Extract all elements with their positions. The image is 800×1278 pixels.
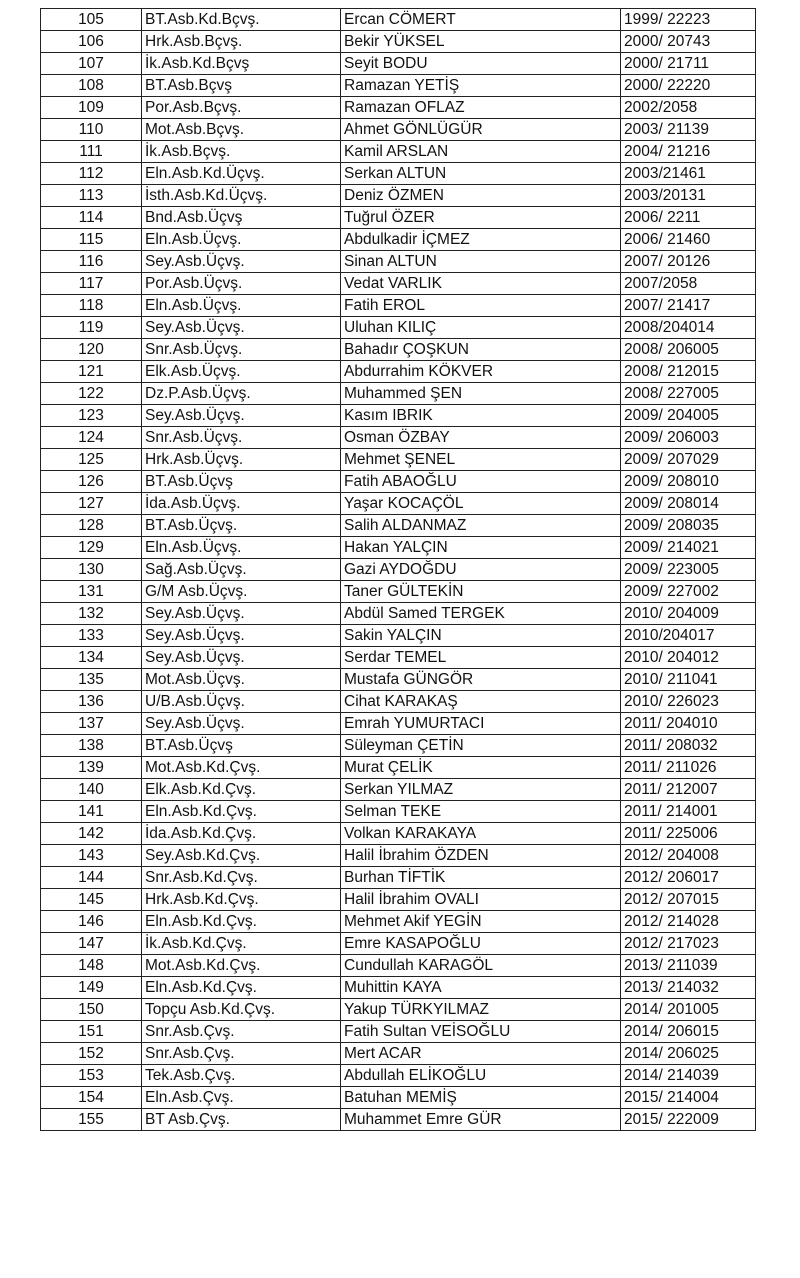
- row-number-cell: 152: [41, 1043, 142, 1065]
- name-cell: Uluhan KILIÇ: [341, 317, 621, 339]
- registry-cell: 2004/ 21216: [621, 141, 756, 163]
- name-cell: Serkan YILMAZ: [341, 779, 621, 801]
- registry-cell: 2010/204017: [621, 625, 756, 647]
- table-row: [41, 295, 756, 317]
- name-cell: Emrah YUMURTACI: [341, 713, 621, 735]
- table-row: [41, 471, 756, 493]
- rank-cell: Mot.Asb.Kd.Çvş.: [142, 757, 341, 779]
- name-cell: Abdül Samed TERGEK: [341, 603, 621, 625]
- row-number-cell: 151: [41, 1021, 142, 1043]
- row-number-cell: 153: [41, 1065, 142, 1087]
- registry-cell: 2000/ 20743: [621, 31, 756, 53]
- rank-cell: Eln.Asb.Üçvş.: [142, 295, 341, 317]
- row-number-cell: 145: [41, 889, 142, 911]
- name-cell: Gazi AYDOĞDU: [341, 559, 621, 581]
- row-number-cell: 121: [41, 361, 142, 383]
- table-row: [41, 1087, 756, 1109]
- rank-cell: Snr.Asb.Çvş.: [142, 1021, 341, 1043]
- table-row: [41, 845, 756, 867]
- rank-cell: BT.Asb.Üçvş.: [142, 515, 341, 537]
- rank-cell: Snr.Asb.Çvş.: [142, 1043, 341, 1065]
- row-number-cell: 116: [41, 251, 142, 273]
- row-number-cell: 118: [41, 295, 142, 317]
- rank-cell: Eln.Asb.Kd.Üçvş.: [142, 163, 341, 185]
- table-row: [41, 163, 756, 185]
- rank-cell: BT.Asb.Üçvş: [142, 735, 341, 757]
- row-number-cell: 137: [41, 713, 142, 735]
- rank-cell: BT.Asb.Kd.Bçvş.: [142, 9, 341, 31]
- row-number-cell: 129: [41, 537, 142, 559]
- table-row: [41, 361, 756, 383]
- row-number-cell: 148: [41, 955, 142, 977]
- registry-cell: 2006/ 21460: [621, 229, 756, 251]
- table-row: [41, 669, 756, 691]
- table-row: [41, 515, 756, 537]
- row-number-cell: 133: [41, 625, 142, 647]
- registry-cell: 2014/ 206015: [621, 1021, 756, 1043]
- table-row: [41, 449, 756, 471]
- rank-cell: Hrk.Asb.Kd.Çvş.: [142, 889, 341, 911]
- name-cell: Cundullah KARAGÖL: [341, 955, 621, 977]
- table-row: [41, 801, 756, 823]
- row-number-cell: 144: [41, 867, 142, 889]
- name-cell: Kasım IBRIK: [341, 405, 621, 427]
- name-cell: Fatih Sultan VEİSOĞLU: [341, 1021, 621, 1043]
- rank-cell: Sey.Asb.Üçvş.: [142, 713, 341, 735]
- name-cell: Serdar TEMEL: [341, 647, 621, 669]
- row-number-cell: 131: [41, 581, 142, 603]
- rank-cell: Hrk.Asb.Üçvş.: [142, 449, 341, 471]
- row-number-cell: 117: [41, 273, 142, 295]
- registry-cell: 2015/ 222009: [621, 1109, 756, 1131]
- row-number-cell: 136: [41, 691, 142, 713]
- rank-cell: Elk.Asb.Üçvş.: [142, 361, 341, 383]
- rank-cell: Eln.Asb.Üçvş.: [142, 537, 341, 559]
- name-cell: Serkan ALTUN: [341, 163, 621, 185]
- name-cell: Sinan ALTUN: [341, 251, 621, 273]
- table-row: [41, 1043, 756, 1065]
- table-row: [41, 317, 756, 339]
- row-number-cell: 149: [41, 977, 142, 999]
- table-row: [41, 603, 756, 625]
- row-number-cell: 127: [41, 493, 142, 515]
- table-row: [41, 999, 756, 1021]
- table-row: [41, 625, 756, 647]
- table-row: [41, 119, 756, 141]
- name-cell: Mert ACAR: [341, 1043, 621, 1065]
- row-number-cell: 150: [41, 999, 142, 1021]
- name-cell: Bahadır ÇOŞKUN: [341, 339, 621, 361]
- row-number-cell: 110: [41, 119, 142, 141]
- name-cell: Emre KASAPOĞLU: [341, 933, 621, 955]
- row-number-cell: 125: [41, 449, 142, 471]
- registry-cell: 2009/ 207029: [621, 449, 756, 471]
- registry-cell: 2012/ 206017: [621, 867, 756, 889]
- registry-cell: 2000/ 21711: [621, 53, 756, 75]
- registry-cell: 2012/ 214028: [621, 911, 756, 933]
- table-row: [41, 735, 756, 757]
- row-number-cell: 155: [41, 1109, 142, 1131]
- table-row: [41, 185, 756, 207]
- rank-cell: Snr.Asb.Kd.Çvş.: [142, 867, 341, 889]
- table-row: [41, 933, 756, 955]
- rank-cell: İk.Asb.Kd.Bçvş: [142, 53, 341, 75]
- table-row: [41, 405, 756, 427]
- name-cell: Mehmet ŞENEL: [341, 449, 621, 471]
- table-row: [41, 779, 756, 801]
- table-row: [41, 757, 756, 779]
- rank-cell: Topçu Asb.Kd.Çvş.: [142, 999, 341, 1021]
- name-cell: Ahmet GÖNLÜGÜR: [341, 119, 621, 141]
- table-row: [41, 559, 756, 581]
- registry-cell: 2009/ 227002: [621, 581, 756, 603]
- registry-cell: 2009/ 214021: [621, 537, 756, 559]
- registry-cell: 2002/2058: [621, 97, 756, 119]
- table-row: [41, 9, 756, 31]
- name-cell: Halil İbrahim OVALI: [341, 889, 621, 911]
- registry-cell: 2012/ 217023: [621, 933, 756, 955]
- name-cell: Selman TEKE: [341, 801, 621, 823]
- registry-cell: 2011/ 211026: [621, 757, 756, 779]
- row-number-cell: 139: [41, 757, 142, 779]
- name-cell: Bekir YÜKSEL: [341, 31, 621, 53]
- registry-cell: 2015/ 214004: [621, 1087, 756, 1109]
- registry-cell: 2008/ 212015: [621, 361, 756, 383]
- rank-cell: Sey.Asb.Üçvş.: [142, 405, 341, 427]
- table-row: [41, 97, 756, 119]
- registry-cell: 2010/ 204012: [621, 647, 756, 669]
- table-row: [41, 1021, 756, 1043]
- row-number-cell: 114: [41, 207, 142, 229]
- registry-cell: 2009/ 206003: [621, 427, 756, 449]
- rank-cell: Snr.Asb.Üçvş.: [142, 339, 341, 361]
- rank-cell: BT.Asb.Üçvş: [142, 471, 341, 493]
- row-number-cell: 124: [41, 427, 142, 449]
- table-row: [41, 427, 756, 449]
- name-cell: Abdullah ELİKOĞLU: [341, 1065, 621, 1087]
- row-number-cell: 142: [41, 823, 142, 845]
- table-row: [41, 141, 756, 163]
- registry-cell: 2010/ 226023: [621, 691, 756, 713]
- rank-cell: Mot.Asb.Bçvş.: [142, 119, 341, 141]
- row-number-cell: 123: [41, 405, 142, 427]
- registry-cell: 2009/ 208014: [621, 493, 756, 515]
- table-row: [41, 493, 756, 515]
- name-cell: Volkan KARAKAYA: [341, 823, 621, 845]
- rank-cell: İsth.Asb.Kd.Üçvş.: [142, 185, 341, 207]
- row-number-cell: 154: [41, 1087, 142, 1109]
- row-number-cell: 106: [41, 31, 142, 53]
- registry-cell: 2000/ 22220: [621, 75, 756, 97]
- table-row: [41, 889, 756, 911]
- table-row: [41, 867, 756, 889]
- personnel-table-body: [41, 9, 756, 1131]
- name-cell: Muhammed ŞEN: [341, 383, 621, 405]
- name-cell: Osman ÖZBAY: [341, 427, 621, 449]
- name-cell: Fatih EROL: [341, 295, 621, 317]
- rank-cell: İda.Asb.Üçvş.: [142, 493, 341, 515]
- table-row: [41, 383, 756, 405]
- rank-cell: U/B.Asb.Üçvş.: [142, 691, 341, 713]
- rank-cell: Por.Asb.Üçvş.: [142, 273, 341, 295]
- rank-cell: Eln.Asb.Kd.Çvş.: [142, 801, 341, 823]
- registry-cell: 2009/ 208010: [621, 471, 756, 493]
- registry-cell: 2009/ 208035: [621, 515, 756, 537]
- name-cell: Ramazan OFLAZ: [341, 97, 621, 119]
- row-number-cell: 112: [41, 163, 142, 185]
- table-row: [41, 691, 756, 713]
- table-row: [41, 251, 756, 273]
- name-cell: Taner GÜLTEKİN: [341, 581, 621, 603]
- table-row: [41, 647, 756, 669]
- row-number-cell: 120: [41, 339, 142, 361]
- rank-cell: Eln.Asb.Kd.Çvş.: [142, 977, 341, 999]
- name-cell: Murat ÇELİK: [341, 757, 621, 779]
- rank-cell: İk.Asb.Bçvş.: [142, 141, 341, 163]
- rank-cell: İk.Asb.Kd.Çvş.: [142, 933, 341, 955]
- registry-cell: 2014/ 206025: [621, 1043, 756, 1065]
- rank-cell: Dz.P.Asb.Üçvş.: [142, 383, 341, 405]
- name-cell: Mehmet Akif YEGİN: [341, 911, 621, 933]
- row-number-cell: 141: [41, 801, 142, 823]
- registry-cell: 2003/20131: [621, 185, 756, 207]
- registry-cell: 2007/ 21417: [621, 295, 756, 317]
- rank-cell: Sey.Asb.Üçvş.: [142, 625, 341, 647]
- rank-cell: Eln.Asb.Üçvş.: [142, 229, 341, 251]
- name-cell: Seyit BODU: [341, 53, 621, 75]
- row-number-cell: 105: [41, 9, 142, 31]
- rank-cell: Sey.Asb.Kd.Çvş.: [142, 845, 341, 867]
- row-number-cell: 146: [41, 911, 142, 933]
- name-cell: Süleyman ÇETİN: [341, 735, 621, 757]
- rank-cell: Eln.Asb.Kd.Çvş.: [142, 911, 341, 933]
- name-cell: Deniz ÖZMEN: [341, 185, 621, 207]
- rank-cell: BT.Asb.Bçvş: [142, 75, 341, 97]
- row-number-cell: 135: [41, 669, 142, 691]
- row-number-cell: 108: [41, 75, 142, 97]
- name-cell: Mustafa GÜNGÖR: [341, 669, 621, 691]
- rank-cell: Sey.Asb.Üçvş.: [142, 251, 341, 273]
- table-row: [41, 977, 756, 999]
- registry-cell: 2007/ 20126: [621, 251, 756, 273]
- table-row: [41, 911, 756, 933]
- name-cell: Hakan YALÇIN: [341, 537, 621, 559]
- registry-cell: 2011/ 212007: [621, 779, 756, 801]
- registry-cell: 2003/21461: [621, 163, 756, 185]
- rank-cell: Eln.Asb.Çvş.: [142, 1087, 341, 1109]
- table-row: [41, 581, 756, 603]
- registry-cell: 2010/ 211041: [621, 669, 756, 691]
- rank-cell: Sey.Asb.Üçvş.: [142, 647, 341, 669]
- name-cell: Batuhan MEMİŞ: [341, 1087, 621, 1109]
- row-number-cell: 109: [41, 97, 142, 119]
- rank-cell: Por.Asb.Bçvş.: [142, 97, 341, 119]
- name-cell: Muhammet Emre GÜR: [341, 1109, 621, 1131]
- registry-cell: 2013/ 214032: [621, 977, 756, 999]
- row-number-cell: 122: [41, 383, 142, 405]
- registry-cell: 2011/ 214001: [621, 801, 756, 823]
- name-cell: Cihat KARAKAŞ: [341, 691, 621, 713]
- table-row: [41, 229, 756, 251]
- registry-cell: 2007/2058: [621, 273, 756, 295]
- name-cell: Abdurrahim KÖKVER: [341, 361, 621, 383]
- rank-cell: Sey.Asb.Üçvş.: [142, 603, 341, 625]
- name-cell: Vedat VARLIK: [341, 273, 621, 295]
- name-cell: Kamil ARSLAN: [341, 141, 621, 163]
- rank-cell: G/M Asb.Üçvş.: [142, 581, 341, 603]
- table-row: [41, 1065, 756, 1087]
- rank-cell: Bnd.Asb.Üçvş: [142, 207, 341, 229]
- row-number-cell: 128: [41, 515, 142, 537]
- registry-cell: 2009/ 204005: [621, 405, 756, 427]
- registry-cell: 2014/ 201005: [621, 999, 756, 1021]
- row-number-cell: 130: [41, 559, 142, 581]
- name-cell: Halil İbrahim ÖZDEN: [341, 845, 621, 867]
- rank-cell: BT Asb.Çvş.: [142, 1109, 341, 1131]
- row-number-cell: 126: [41, 471, 142, 493]
- registry-cell: 2010/ 204009: [621, 603, 756, 625]
- registry-cell: 2012/ 204008: [621, 845, 756, 867]
- rank-cell: Sey.Asb.Üçvş.: [142, 317, 341, 339]
- row-number-cell: 111: [41, 141, 142, 163]
- registry-cell: 1999/ 22223: [621, 9, 756, 31]
- table-row: [41, 31, 756, 53]
- rank-cell: İda.Asb.Kd.Çvş.: [142, 823, 341, 845]
- registry-cell: 2008/204014: [621, 317, 756, 339]
- registry-cell: 2009/ 223005: [621, 559, 756, 581]
- registry-cell: 2006/ 2211: [621, 207, 756, 229]
- rank-cell: Sağ.Asb.Üçvş.: [142, 559, 341, 581]
- name-cell: Yaşar KOCAÇÖL: [341, 493, 621, 515]
- name-cell: Tuğrul ÖZER: [341, 207, 621, 229]
- registry-cell: 2008/ 206005: [621, 339, 756, 361]
- row-number-cell: 143: [41, 845, 142, 867]
- row-number-cell: 119: [41, 317, 142, 339]
- rank-cell: Tek.Asb.Çvş.: [142, 1065, 341, 1087]
- table-row: [41, 713, 756, 735]
- row-number-cell: 113: [41, 185, 142, 207]
- registry-cell: 2014/ 214039: [621, 1065, 756, 1087]
- table-row: [41, 273, 756, 295]
- rank-cell: Hrk.Asb.Bçvş.: [142, 31, 341, 53]
- registry-cell: 2012/ 207015: [621, 889, 756, 911]
- row-number-cell: 132: [41, 603, 142, 625]
- name-cell: Ercan CÖMERT: [341, 9, 621, 31]
- registry-cell: 2011/ 208032: [621, 735, 756, 757]
- registry-cell: 2011/ 225006: [621, 823, 756, 845]
- row-number-cell: 107: [41, 53, 142, 75]
- rank-cell: Elk.Asb.Kd.Çvş.: [142, 779, 341, 801]
- name-cell: Abdulkadir İÇMEZ: [341, 229, 621, 251]
- registry-cell: 2011/ 204010: [621, 713, 756, 735]
- name-cell: Salih ALDANMAZ: [341, 515, 621, 537]
- name-cell: Fatih ABAOĞLU: [341, 471, 621, 493]
- row-number-cell: 138: [41, 735, 142, 757]
- registry-cell: 2003/ 21139: [621, 119, 756, 141]
- name-cell: Muhittin KAYA: [341, 977, 621, 999]
- registry-cell: 2013/ 211039: [621, 955, 756, 977]
- table-row: [41, 537, 756, 559]
- rank-cell: Mot.Asb.Kd.Çvş.: [142, 955, 341, 977]
- table-row: [41, 955, 756, 977]
- table-row: [41, 1109, 756, 1131]
- name-cell: Yakup TÜRKYILMAZ: [341, 999, 621, 1021]
- row-number-cell: 140: [41, 779, 142, 801]
- table-row: [41, 207, 756, 229]
- table-row: [41, 823, 756, 845]
- table-row: [41, 339, 756, 361]
- name-cell: Sakin YALÇIN: [341, 625, 621, 647]
- name-cell: Burhan TİFTİK: [341, 867, 621, 889]
- rank-cell: Mot.Asb.Üçvş.: [142, 669, 341, 691]
- row-number-cell: 147: [41, 933, 142, 955]
- registry-cell: 2008/ 227005: [621, 383, 756, 405]
- personnel-table: [40, 8, 756, 1131]
- name-cell: Ramazan YETİŞ: [341, 75, 621, 97]
- row-number-cell: 134: [41, 647, 142, 669]
- rank-cell: Snr.Asb.Üçvş.: [142, 427, 341, 449]
- row-number-cell: 115: [41, 229, 142, 251]
- table-row: [41, 53, 756, 75]
- table-row: [41, 75, 756, 97]
